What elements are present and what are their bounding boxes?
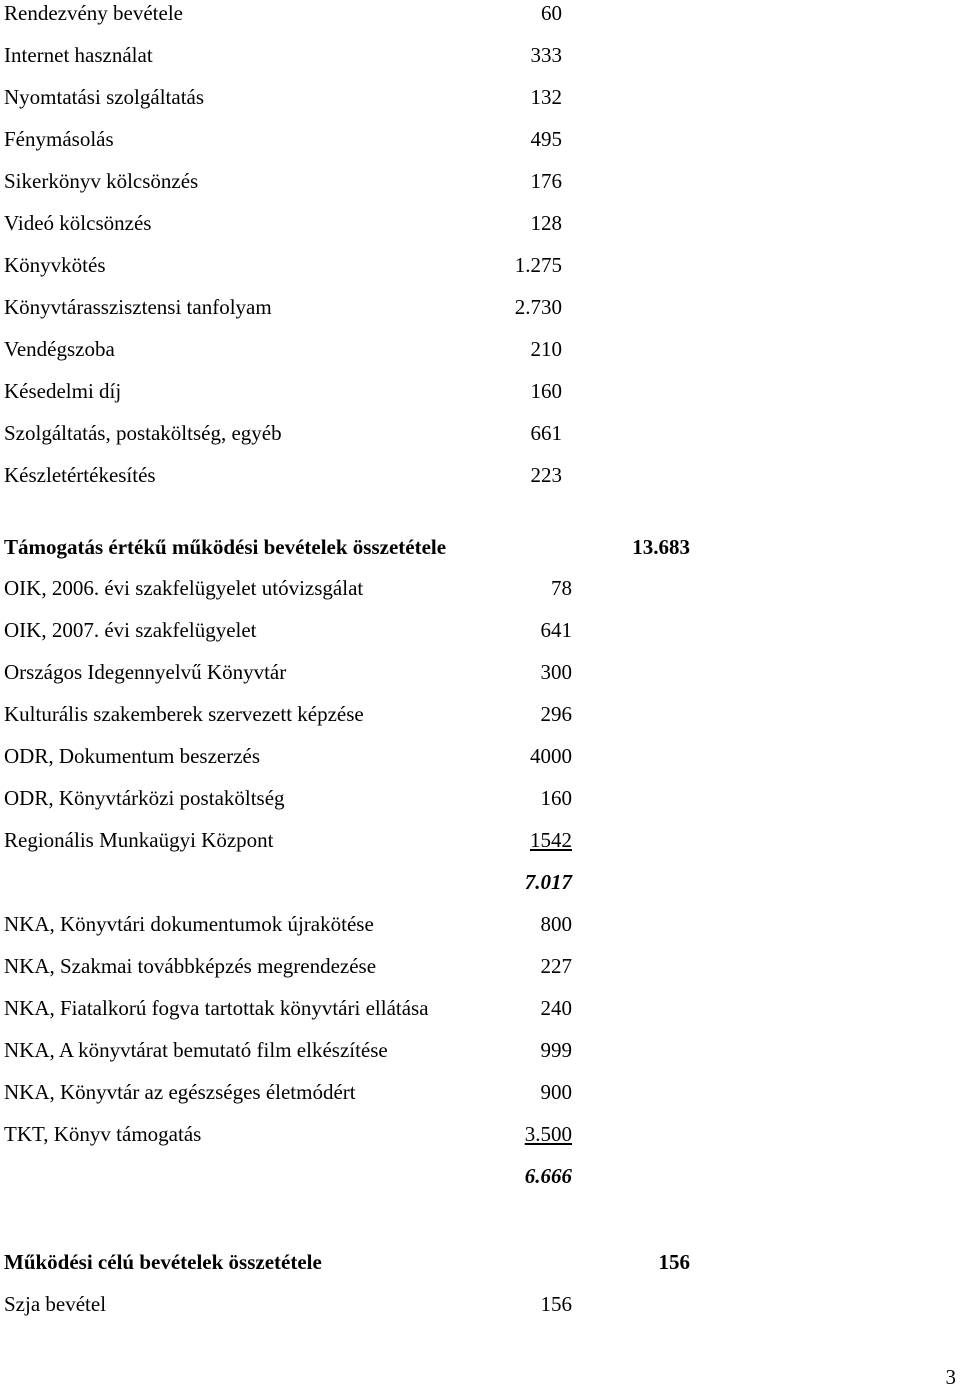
item-label: Internet használat — [4, 43, 153, 67]
item-value: 132 — [530, 85, 562, 109]
item-value: 160 — [540, 786, 572, 810]
section-heading-label: Működési célú bevételek összetétele — [4, 1250, 322, 1274]
item-label: Szolgáltatás, postaköltség, egyéb — [4, 421, 282, 445]
section-heading-label: Támogatás értékű működési bevételek összetétele — [4, 535, 447, 559]
section-total: 156 — [658, 1250, 690, 1274]
item-label: Könyvtárasszisztensi tanfolyam — [4, 295, 272, 319]
item-value: 156 — [540, 1292, 572, 1316]
item-label: Késedelmi díj — [4, 379, 122, 403]
item-label: TKT, Könyv támogatás — [4, 1122, 202, 1146]
item-label: NKA, Szakmai továbbképzés megrendezése — [4, 954, 377, 978]
item-label: Országos Idegennyelvű Könyvtár — [4, 660, 287, 684]
subtotal-value: 6.666 — [524, 1164, 572, 1188]
item-label: ODR, Dokumentum beszerzés — [4, 744, 261, 768]
item-value: 333 — [530, 43, 562, 67]
item-value: 999 — [540, 1038, 572, 1062]
item-value: 296 — [540, 702, 572, 726]
item-value: 800 — [540, 912, 572, 936]
item-value: 3.500 — [524, 1122, 572, 1146]
item-label: Nyomtatási szolgáltatás — [4, 85, 205, 109]
item-value: 176 — [530, 169, 562, 193]
item-value: 223 — [530, 463, 562, 487]
item-label: Vendégszoba — [4, 337, 115, 361]
item-label: NKA, Könyvtár az egészséges életmódért — [4, 1080, 356, 1104]
item-value: 1.275 — [514, 253, 562, 277]
item-label: Szja bevétel — [4, 1292, 107, 1316]
item-value: 4000 — [530, 744, 572, 768]
item-value: 2.730 — [514, 295, 562, 319]
item-label: Regionális Munkaügyi Központ — [4, 828, 274, 852]
item-value: 240 — [540, 996, 572, 1020]
item-value: 300 — [540, 660, 572, 684]
item-label: Rendezvény bevétele — [4, 1, 183, 25]
item-label: ODR, Könyvtárközi postaköltség — [4, 786, 285, 810]
subtotal-value: 7.017 — [524, 870, 572, 894]
item-value: 495 — [530, 127, 562, 151]
item-value: 210 — [530, 337, 562, 361]
item-label: Kulturális szakemberek szervezett képzése — [4, 702, 364, 726]
item-label: OIK, 2007. évi szakfelügyelet — [4, 618, 257, 642]
item-value: 900 — [540, 1080, 572, 1104]
page-number: 3 — [945, 1365, 956, 1389]
item-label: Könyvkötés — [4, 253, 106, 277]
item-value: 227 — [540, 954, 572, 978]
item-label: Készletértékesítés — [4, 463, 156, 487]
item-value: 128 — [530, 211, 562, 235]
item-value: 60 — [541, 1, 562, 25]
item-value: 661 — [530, 421, 562, 445]
item-value: 1542 — [530, 828, 572, 852]
item-label: Fénymásolás — [4, 127, 114, 151]
item-label: OIK, 2006. évi szakfelügyelet utóvizsgálat — [4, 576, 364, 600]
item-label: NKA, Könyvtári dokumentumok újrakötése — [4, 912, 374, 936]
item-value: 78 — [551, 576, 572, 600]
section-total: 13.683 — [632, 535, 690, 559]
item-label: Sikerkönyv kölcsönzés — [4, 169, 199, 193]
item-value: 160 — [530, 379, 562, 403]
item-value: 641 — [540, 618, 572, 642]
item-label: Videó kölcsönzés — [4, 211, 152, 235]
item-label: NKA, A könyvtárat bemutató film elkészítése — [4, 1038, 388, 1062]
item-label: NKA, Fiatalkorú fogva tartottak könyvtári ellátása — [4, 996, 429, 1020]
